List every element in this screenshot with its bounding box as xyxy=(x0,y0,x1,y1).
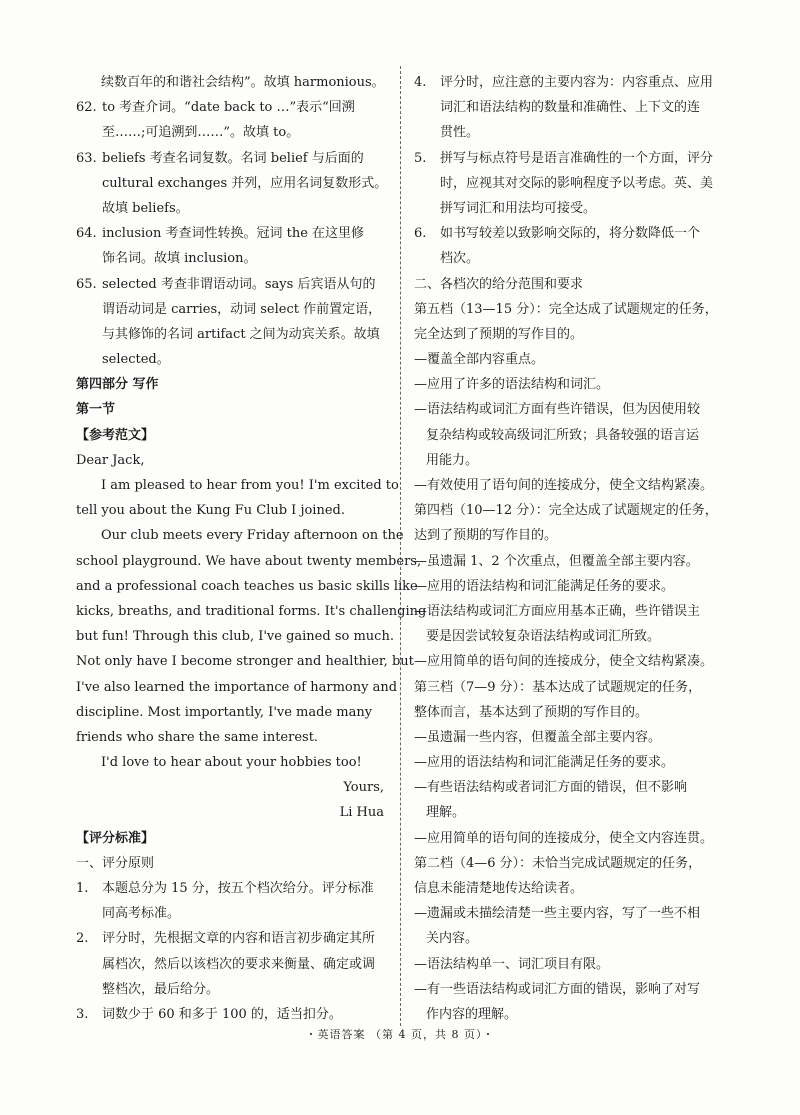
criterion-5 xyxy=(414,146,730,222)
letter-line: school playground. We have about twenty members, xyxy=(76,553,422,569)
text-line: 谓语动词是 carries，动词 select 作前置定语， xyxy=(102,301,382,317)
text-line: 如书写较差以致影响交际的，将分数降低一个 xyxy=(440,226,701,242)
grade-3-heading: 第三档（7—9 分）：基本达成了试题规定的任务， xyxy=(414,679,702,695)
ranges-heading: 二、各档次的给分范围和要求 xyxy=(414,276,584,292)
text-line: 要是因尝试较复杂语法结构或词汇所致。 xyxy=(426,629,661,645)
text-line: inclusion 考查词性转换。冠词 the 在这里修 xyxy=(102,226,365,242)
text-line: 评分时，先根据文章的内容和语言初步确定其所 xyxy=(102,931,376,947)
text-line: 时，应视其对交际的影响程度予以考虑。英、美 xyxy=(440,175,714,191)
text-line: 信息未能清楚地传达给读者。 xyxy=(414,881,584,896)
grade-bullet: —应用简单的语句间的连接成分，使全文结构紧凑。 xyxy=(414,654,714,670)
text-line: to 考查介词。“date back to …”表示“回溯 xyxy=(102,100,355,116)
criterion-4 xyxy=(414,70,730,146)
grade-bullet: —应用简单的语句间的连接成分，使全文内容连贯。 xyxy=(414,830,714,846)
text-line: 用能力。 xyxy=(426,452,479,468)
grade-bullet: —虽遗漏一些内容，但覆盖全部主要内容。 xyxy=(414,729,662,745)
grade-4-heading: 第四档（10—12 分）：完全达成了试题规定的任务， xyxy=(414,503,718,519)
item-number: 2. xyxy=(76,931,89,947)
text-line: 词数少于 60 和多于 100 的，适当扣分。 xyxy=(102,1006,342,1022)
text-line: 完全达到了预期的写作目的。 xyxy=(414,326,584,342)
part-heading: 第四部分 写作 xyxy=(76,377,159,393)
grade-bullet: —遗漏或未描绘清楚一些主要内容，写了一些不相 xyxy=(414,906,701,922)
letter-line: Not only have I become stronger and healthier, but xyxy=(76,654,414,670)
text-line: beliefs 考查名词复数。名词 belief 与后面的 xyxy=(102,150,364,166)
grade-bullet: —语法结构单一、词汇项目有限。 xyxy=(414,956,610,972)
grade-2-heading: 第二档（4—6 分）：未恰当完成试题规定的任务， xyxy=(414,855,702,871)
text-line: 档次。 xyxy=(440,251,480,267)
text-line: 关内容。 xyxy=(426,931,479,947)
text-line: 整档次，最后给分。 xyxy=(102,981,220,997)
letter-line: I've also learned the importance of harmony and xyxy=(76,679,398,695)
criterion-2 xyxy=(76,926,388,1002)
item-number: 65. xyxy=(76,276,97,292)
text-line: 整体而言，基本达到了预期的写作目的。 xyxy=(414,704,649,720)
sample-heading: 【参考范文】 xyxy=(76,427,155,443)
left-column xyxy=(76,70,427,1027)
letter-line: I am pleased to hear from you! I'm excited to xyxy=(101,478,399,493)
text-line: 词汇和语法结构的数量和准确性、上下文的连 xyxy=(440,100,701,116)
item-number: 4. xyxy=(414,75,427,90)
text-line: 续数百年的和谐社会结构”。故填 harmonious。 xyxy=(101,75,385,90)
section-heading: 第一节 xyxy=(76,402,116,418)
grade-bullet: —虽遗漏 1、2 个次重点，但覆盖全部主要内容。 xyxy=(414,553,699,569)
text-line: 同高考标准。 xyxy=(102,906,181,922)
answer-65 xyxy=(76,272,388,373)
text-line: 故填 beliefs。 xyxy=(102,200,189,216)
text-line: 拼写与标点符号是语言准确性的一个方面，评分 xyxy=(440,150,714,166)
grade-bullet: —应用了许多的语法结构和词汇。 xyxy=(414,377,610,393)
criterion-1 xyxy=(76,876,388,926)
criteria-heading: 【评分标准】 xyxy=(76,830,155,846)
letter-line: and a professional coach teaches us basic skills like xyxy=(76,578,418,594)
letter-line: tell you about the Kung Fu Club I joined. xyxy=(76,503,345,519)
item-number: 5. xyxy=(414,150,427,166)
text-line: 理解。 xyxy=(426,805,466,821)
text-line: 达到了预期的写作目的。 xyxy=(414,528,558,544)
right-column xyxy=(414,70,730,1027)
letter-signature: Li Hua xyxy=(339,805,384,821)
grade-bullet: —语法结构或词汇方面有些许错误，但为因使用较 xyxy=(414,402,701,418)
text-line: 至……;可追溯到……”。故填 to。 xyxy=(102,125,300,141)
letter-closing: Yours, xyxy=(343,780,384,796)
grade-bullet: —有一些语法结构或词汇方面的错误，影响了对写 xyxy=(414,981,701,997)
text-line: 复杂结构或较高级词汇所致；具备较强的语言运 xyxy=(426,427,700,443)
grade-bullet: —应用的语法结构和词汇能满足任务的要求。 xyxy=(414,755,675,771)
item-number: 64. xyxy=(76,226,97,242)
text-line: selected。 xyxy=(102,352,170,368)
grade-bullet: —语法结构或词汇方面应用基本正确，些许错误主 xyxy=(414,603,701,619)
criterion-3 xyxy=(76,1002,388,1027)
answer-64 xyxy=(76,221,388,271)
item-number: 3. xyxy=(76,1006,89,1022)
text-line: 与其修饰的名词 artifact 之间为动宾关系。故填 xyxy=(102,326,380,342)
item-number: 6. xyxy=(414,226,427,242)
grade-bullet: —有些语法结构或者词汇方面的错误，但不影响 xyxy=(414,780,688,796)
page-footer: ・英语答案 （第 4 页，共 8 页）・ xyxy=(305,1028,495,1041)
letter-line: but fun! Through this club, I've gained so much. xyxy=(76,629,394,645)
item-number: 62. xyxy=(76,100,97,116)
item-number: 1. xyxy=(76,881,89,896)
letter-salutation: Dear Jack, xyxy=(76,452,145,468)
answer-63 xyxy=(76,146,388,222)
principles-heading: 一、评分原则 xyxy=(76,855,155,871)
text-line: 本题总分为 15 分，按五个档次给分。评分标准 xyxy=(102,881,374,896)
text-line: 属档次，然后以该档次的要求来衡量、确定或调 xyxy=(102,956,376,972)
letter-line: Our club meets every Friday afternoon on the xyxy=(101,528,404,544)
grade-bullet: —应用的语法结构和词汇能满足任务的要求。 xyxy=(414,578,675,594)
grade-5-heading: 第五档（13—15 分）：完全达成了试题规定的任务， xyxy=(414,301,718,317)
grade-bullet: —有效使用了语句间的连接成分，使全文结构紧凑。 xyxy=(414,478,714,493)
text-line: 评分时，应注意的主要内容为：内容重点、应用 xyxy=(440,75,714,90)
criterion-6 xyxy=(414,221,730,271)
text-line: 贯性。 xyxy=(440,125,480,141)
letter-line: I'd love to hear about your hobbies too! xyxy=(101,755,362,771)
text-line: 作内容的理解。 xyxy=(426,1006,518,1022)
letter-line: discipline. Most importantly, I've made many xyxy=(76,704,373,720)
item-number: 63. xyxy=(76,150,97,166)
text-line: 饰名词。故填 inclusion。 xyxy=(102,251,257,267)
text-line: 拼写词汇和用法均可接受。 xyxy=(440,200,597,216)
letter-line: kicks, breaths, and traditional forms. It's challenging xyxy=(76,603,427,619)
answer-62 xyxy=(76,95,388,145)
text-line: selected 考查非谓语动词。says 后宾语从句的 xyxy=(102,276,376,292)
text-line: cultural exchanges 并列，应用名词复数形式。 xyxy=(102,175,388,191)
grade-bullet: —覆盖全部内容重点。 xyxy=(414,352,545,368)
letter-line: friends who share the same interest. xyxy=(76,729,319,745)
